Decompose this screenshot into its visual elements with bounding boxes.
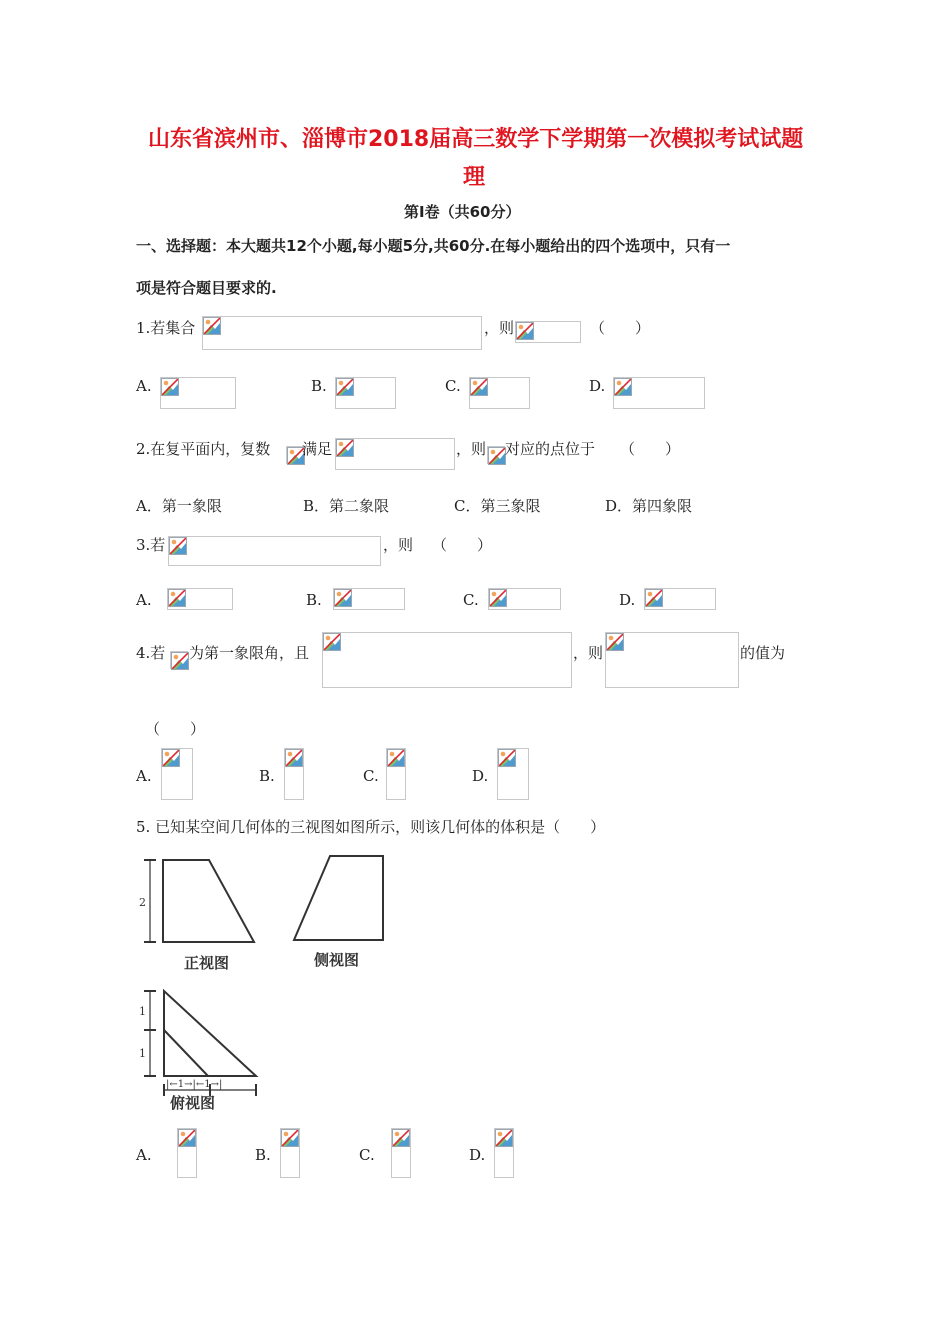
broken-image-icon — [606, 633, 624, 651]
instruction-line2: 项是符合题目要求的. — [136, 279, 277, 297]
q3-paren: （ ） — [432, 536, 493, 554]
q5-option-c: C. — [359, 1146, 375, 1164]
broken-image-icon — [488, 447, 506, 465]
q2-option-b: B．第二象限 — [303, 497, 390, 515]
section-heading: 第Ⅰ卷（共60分） — [404, 203, 521, 221]
q5-option-b-image — [280, 1128, 300, 1178]
broken-image-icon — [281, 1129, 299, 1147]
q2-formula-image — [335, 438, 455, 470]
q3-mid-text: ，则 — [383, 536, 414, 554]
q4-option-c-image — [386, 748, 406, 800]
side-view-label: 侧视图 — [314, 951, 360, 969]
broken-image-icon — [645, 589, 663, 607]
q4-alpha-image — [170, 651, 188, 669]
top-view-shape — [164, 991, 256, 1076]
front-view-shape — [163, 860, 254, 942]
q1-formula-image-2 — [515, 321, 581, 343]
q1-option-a-image — [160, 377, 236, 409]
broken-image-icon — [470, 378, 488, 396]
broken-image-icon — [614, 378, 632, 396]
broken-image-icon — [392, 1129, 410, 1147]
q1-paren: （ ） — [590, 319, 651, 337]
q5-option-d: D. — [469, 1146, 486, 1164]
q4-option-c: C. — [363, 767, 379, 785]
document-title-cont: 理 — [463, 165, 486, 190]
q4-option-d: D. — [472, 767, 489, 785]
q3-formula-image — [168, 536, 381, 566]
top-side-label-1: 1 — [139, 1005, 146, 1018]
broken-image-icon — [516, 322, 534, 340]
q5-option-a-image — [177, 1128, 197, 1178]
q3-option-a-image — [167, 588, 233, 610]
q5-text: 5. 已知某空间几何体的三视图如图所示，则该几何体的体积是（ ） — [136, 818, 606, 836]
broken-image-icon — [178, 1129, 196, 1147]
front-view-label: 正视图 — [184, 954, 230, 972]
broken-image-icon — [336, 439, 354, 457]
q5-option-a: A. — [136, 1146, 152, 1164]
q3-option-b-image — [333, 588, 405, 610]
q1-option-a: A. — [136, 377, 152, 395]
broken-image-icon — [489, 589, 507, 607]
q1-option-b-image — [335, 377, 396, 409]
q4-text-2: 为第一象限角，且 — [189, 644, 310, 662]
q1-mid-text: ，则 — [484, 319, 515, 337]
q2-option-d: D．第四象限 — [605, 497, 693, 515]
broken-image-icon — [285, 749, 303, 767]
q2-text-3: ，则 — [456, 440, 487, 458]
q2-option-a: A．第一象限 — [136, 497, 222, 515]
q1-formula-image — [202, 316, 482, 350]
q1-option-c: C. — [445, 377, 461, 395]
q4-formula-image-2 — [605, 632, 739, 688]
three-view-figure — [130, 848, 400, 1113]
broken-image-icon — [171, 652, 189, 670]
top-bottom-label: |←1→|←1→| — [166, 1079, 223, 1090]
side-view-shape — [294, 856, 383, 940]
broken-image-icon — [168, 589, 186, 607]
q4-text-4: 的值为 — [740, 644, 786, 662]
q5-option-d-image — [494, 1128, 514, 1178]
top-side-label-2: 1 — [139, 1047, 146, 1060]
q4-option-a-image — [161, 748, 193, 800]
broken-image-icon — [336, 378, 354, 396]
broken-image-icon — [162, 749, 180, 767]
q4-option-a: A. — [136, 767, 152, 785]
q2-option-c: C．第三象限 — [454, 497, 541, 515]
q2-text-4: 对应的点位于 — [505, 440, 596, 458]
q5-option-b: B. — [255, 1146, 271, 1164]
q4-option-b: B. — [259, 767, 275, 785]
q5-option-c-image — [391, 1128, 411, 1178]
q1-text: 1.若集合 — [136, 319, 196, 337]
q4-formula-image — [322, 632, 572, 688]
broken-image-icon — [498, 749, 516, 767]
q3-option-c-image — [488, 588, 561, 610]
q4-option-d-image — [497, 748, 529, 800]
q1-option-b: B. — [311, 377, 327, 395]
q3-option-a: A. — [136, 591, 152, 609]
q1-option-d-image — [613, 377, 705, 409]
q1-option-d: D. — [589, 377, 606, 395]
front-height-label: 2 — [139, 896, 146, 909]
q4-text-3: ，则 — [573, 644, 604, 662]
broken-image-icon — [323, 633, 341, 651]
q3-option-c: C. — [463, 591, 479, 609]
q4-paren: （ ） — [145, 720, 206, 738]
top-view-label: 俯视图 — [170, 1094, 216, 1112]
q3-option-b: B. — [306, 591, 322, 609]
q4-option-b-image — [284, 748, 304, 800]
q1-option-c-image — [469, 377, 530, 409]
q2-z-image-2 — [487, 446, 505, 464]
document-title: 山东省滨州市、淄博市2018届高三数学下学期第一次模拟考试试题 — [148, 127, 804, 152]
q3-option-d: D. — [619, 591, 636, 609]
broken-image-icon — [495, 1129, 513, 1147]
q4-text-1: 4.若 — [136, 644, 166, 662]
q3-option-d-image — [644, 588, 716, 610]
q2-paren: （ ） — [620, 440, 681, 458]
q2-text-2: 满足 — [302, 440, 333, 458]
broken-image-icon — [334, 589, 352, 607]
instruction-line1: 一、选择题：本大题共12个小题,每小题5分,共60分.在每小题给出的四个选项中，只有一 — [136, 237, 731, 255]
broken-image-icon — [161, 378, 179, 396]
q2-text-1: 2.在复平面内，复数 — [136, 440, 271, 458]
broken-image-icon — [169, 537, 187, 555]
q3-text: 3.若 — [136, 536, 166, 554]
broken-image-icon — [387, 749, 405, 767]
broken-image-icon — [203, 317, 221, 335]
